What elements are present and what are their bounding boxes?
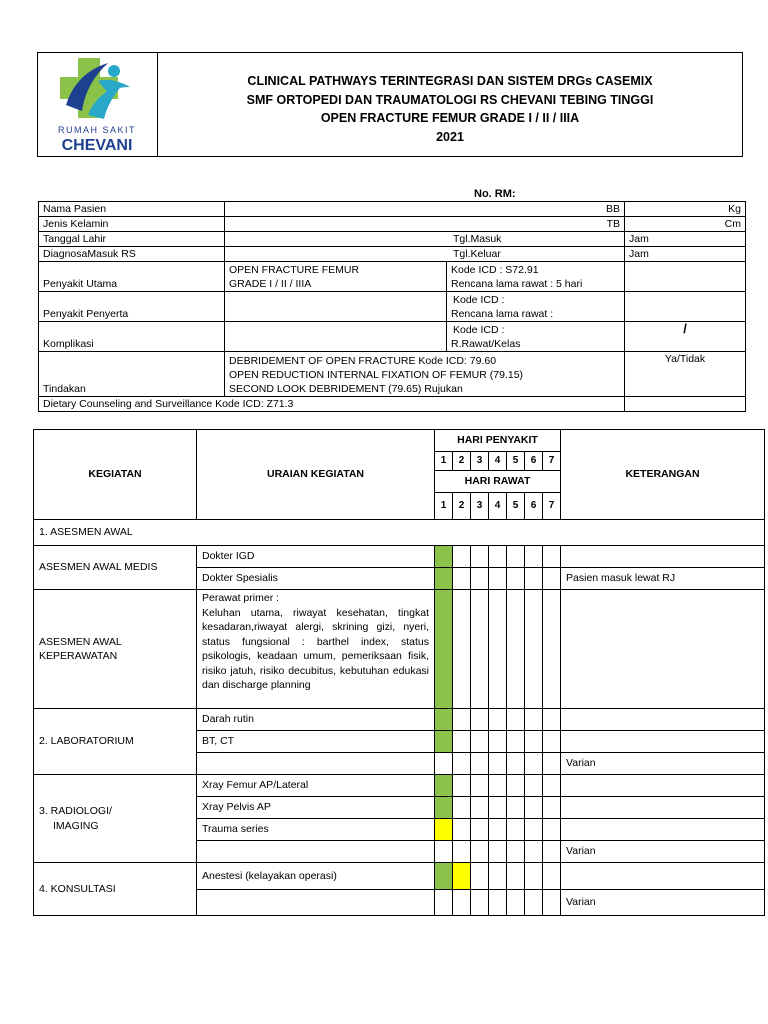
penyakit-utama-value — [225, 262, 447, 292]
xray-pelvis: Xray Pelvis AP — [197, 797, 435, 819]
bt-ct: BT, CT — [197, 731, 435, 753]
day-penyakit: 3 — [471, 452, 489, 471]
tgl-keluar-label: Tgl.Keluar — [225, 247, 625, 262]
anestesi: Anestesi (kelayakan operasi) — [197, 863, 435, 890]
radiologi-label — [34, 775, 197, 863]
ya-tidak: Ya/Tidak — [625, 352, 746, 397]
penyakit-penyerta-icd — [447, 292, 625, 322]
jam-label-1: Jam — [625, 232, 746, 247]
dokter-igd: Dokter IGD — [197, 546, 435, 568]
t-line-3: SECOND LOOK DEBRIDEMENT (79.65) Rujukan — [229, 383, 463, 395]
day-cell-filled — [435, 590, 453, 709]
day-cell-filled — [435, 797, 453, 819]
komplikasi-label: Komplikasi — [39, 322, 225, 352]
day-rawat: 4 — [489, 493, 507, 520]
k-icd: Kode ICD : — [453, 324, 505, 336]
logo-text-bottom: CHEVANI — [61, 137, 133, 154]
kg-label: Kg — [625, 202, 746, 217]
day-cell-filled — [435, 546, 453, 568]
col-hari-rawat: HARI RAWAT — [435, 471, 561, 493]
day-penyakit: 1 — [435, 452, 453, 471]
pp-rencana: Rencana lama rawat : — [451, 308, 554, 320]
perawat-primer: Perawat primer : — [202, 592, 280, 604]
dietary-counseling: Dietary Counseling and Surveillance Kode ICD: Z71.3 — [39, 397, 625, 412]
col-kegiatan: KEGIATAN — [34, 430, 197, 520]
title-block — [158, 53, 742, 156]
logo-text-top: RUMAH SAKIT — [57, 125, 137, 135]
varian-lab: Varian — [561, 753, 765, 775]
day-penyakit: 5 — [507, 452, 525, 471]
pu-line-2: GRADE I / II / IIIA — [229, 278, 312, 290]
xray-femur: Xray Femur AP/Lateral — [197, 775, 435, 797]
penyakit-penyerta-label: Penyakit Penyerta — [39, 292, 225, 322]
asesmen-keperawatan-line-1: ASESMEN AWAL — [39, 635, 122, 648]
day-cell-optional — [453, 863, 471, 890]
day-rawat: 5 — [507, 493, 525, 520]
col-keterangan: KETERANGAN — [561, 430, 765, 520]
day-cell-filled — [435, 775, 453, 797]
perawat-primer-cell — [197, 590, 435, 709]
activities-table — [33, 429, 765, 916]
day-penyakit: 4 — [489, 452, 507, 471]
day-cell-filled — [435, 731, 453, 753]
tb-label: TB — [225, 217, 625, 232]
jenis-kelamin-label: Jenis Kelamin — [39, 217, 225, 232]
bb-label: BB — [225, 202, 625, 217]
asesmen-medis-label: ASESMEN AWAL MEDIS — [34, 546, 197, 590]
col-hari-penyakit: HARI PENYAKIT — [435, 430, 561, 452]
day-rawat: 7 — [543, 493, 561, 520]
day-cell-filled — [435, 863, 453, 890]
day-penyakit: 6 — [525, 452, 543, 471]
tindakan-value — [225, 352, 625, 397]
day-penyakit: 7 — [543, 452, 561, 471]
title-line-4: 2021 — [436, 129, 464, 144]
document-header — [37, 52, 743, 157]
t-line-1: DEBRIDEMENT OF OPEN FRACTURE Kode ICD: 79.60 — [229, 355, 497, 367]
tanggal-lahir-label: Tanggal Lahir — [39, 232, 225, 247]
day-cell-filled — [435, 568, 453, 590]
day-cell-optional — [435, 819, 453, 841]
dokter-spesialis: Dokter Spesialis — [197, 568, 435, 590]
patient-info-table — [38, 201, 746, 412]
komplikasi-slash: / — [625, 322, 746, 352]
title-line-3: OPEN FRACTURE FEMUR GRADE I / II / IIIA — [320, 111, 580, 125]
logo-cell — [38, 53, 158, 156]
ket-pasien-masuk: Pasien masuk lewat RJ — [561, 568, 765, 590]
diagnosa-masuk-label: DiagnosaMasuk RS — [39, 247, 225, 262]
varian-radiologi: Varian — [561, 841, 765, 863]
trauma-series: Trauma series — [197, 819, 435, 841]
varian-konsultasi: Varian — [561, 890, 765, 916]
hospital-logo — [38, 53, 157, 156]
asesmen-keperawatan-line-2: KEPERAWATAN — [39, 650, 118, 662]
day-penyakit: 2 — [453, 452, 471, 471]
konsultasi-label: 4. KONSULTASI — [34, 863, 197, 916]
pu-icd: Kode ICD : S72.91 — [451, 264, 539, 276]
perawat-detail: Keluhan utama, riwayat kesehatan, tingkat kesadaran,riwayat alergi, skrining gizi, nyeri, status fungsional : barthel index, status psikologis, keadaan umum, pemeriksaan fisik, risiko jatuh, risiko decubitus, kebutuhan edukasi dan discharge planning — [202, 606, 429, 691]
radiologi-line-2: IMAGING — [53, 819, 99, 832]
jam-label-2: Jam — [625, 247, 746, 262]
penyakit-utama-icd — [447, 262, 625, 292]
nama-pasien-label: Nama Pasien — [39, 202, 225, 217]
darah-rutin: Darah rutin — [197, 709, 435, 731]
no-rm-label: No. RM: — [474, 188, 516, 200]
penyakit-utama-label: Penyakit Utama — [39, 262, 225, 292]
asesmen-keperawatan-label — [34, 590, 197, 709]
day-rawat: 6 — [525, 493, 543, 520]
title-line-2: SMF ORTOPEDI DAN TRAUMATOLOGI RS CHEVANI TEBING TINGGI — [246, 92, 654, 107]
pp-icd: Kode ICD : — [453, 294, 505, 306]
day-rawat: 2 — [453, 493, 471, 520]
laboratorium-label: 2. LABORATORIUM — [34, 709, 197, 775]
day-rawat: 3 — [471, 493, 489, 520]
pu-line-1: OPEN FRACTURE FEMUR — [229, 264, 360, 276]
komplikasi-icd — [447, 322, 625, 352]
radiologi-line-1: 3. RADIOLOGI/ — [39, 805, 112, 817]
title-line-1: CLINICAL PATHWAYS TERINTEGRASI DAN SISTEM DRGs CASEMIX — [247, 74, 653, 88]
pu-rencana: Rencana lama rawat : 5 hari — [451, 278, 583, 290]
col-uraian: URAIAN KEGIATAN — [197, 430, 435, 520]
t-line-2: OPEN REDUCTION INTERNAL FIXATION OF FEMUR (79.15) — [229, 369, 524, 381]
section-asesmen-awal: 1. ASESMEN AWAL — [34, 520, 765, 546]
tgl-masuk-label: Tgl.Masuk — [225, 232, 625, 247]
day-cell-filled — [435, 709, 453, 731]
k-rawat: R.Rawat/Kelas — [451, 338, 521, 350]
tindakan-label: Tindakan — [39, 352, 225, 397]
day-rawat: 1 — [435, 493, 453, 520]
cm-label: Cm — [625, 217, 746, 232]
